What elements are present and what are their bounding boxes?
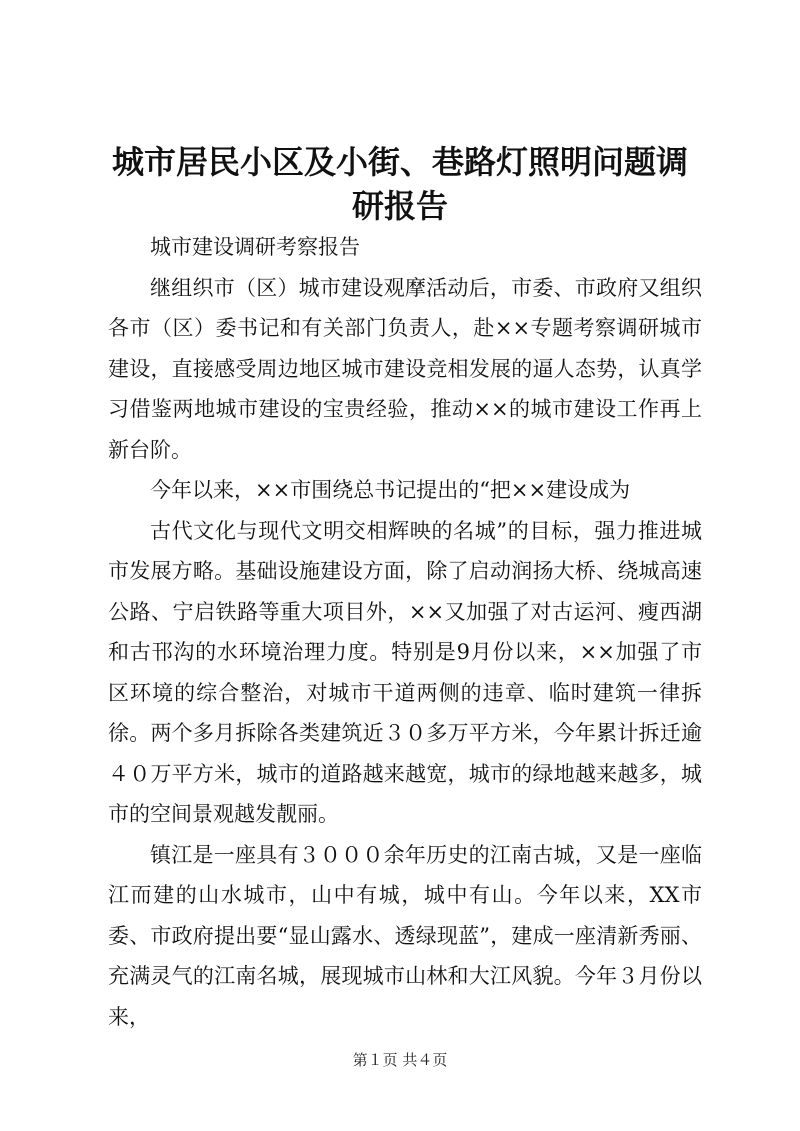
paragraph-city-development: 古代文化与现代文明交相辉映的名城”的目标，强力推进城市发展方略。基础设施建设方面，除了启动润扬大桥、绕城高速公路、宁启铁路等重大项目外，××又加强了对古运河、瘦西湖和古邗沟的水环境治理力度。特别是9月份以来，××加强了市区环境的综合整治，对城市干道两侧的违章、临时建筑一律拆徐。两个多月拆除各类建筑近３０多万平方米，今年累计拆迁逾４０万平方米，城市的道路越来越宽，城市的绿地越来越多，城市的空间景观越发靓丽。 (108, 518, 702, 826)
page-number: 第１页 共４页 (352, 1051, 448, 1069)
paragraph-city-slogan-start: 今年以来，××市围绕总书记提出的“把××建设成为 (150, 478, 631, 502)
paragraph-zhenjiang: 镇江是一座具有３０００余年历史的江南古城，又是一座临江而建的山水城市，山中有城，城中有山。今年以来，XX市委、市政府提出要“显山露水、透绿现蓝”，建成一座清新秀丽、充满灵气的江南名城，展现城市山林和大江风貌。今年３月份以来， (108, 842, 702, 1029)
document-title: 城市居民小区及小街、巷路灯照明问题调研报告 (111, 143, 688, 225)
document-body (108, 227, 702, 1037)
paragraph-intro: 继组织市（区）城市建设观摩活动后，市委、市政府又组织各市（区）委书记和有关部门负责人，赴××专题考察调研城市建设，直接感受周边地区城市建设竞相发展的逼人态势，认真学习借鉴两地城市建设的宝贵经验，推动××的城市建设工作再上新台阶。 (108, 275, 702, 462)
paragraph-subtitle: 城市建设调研考察报告 (150, 235, 360, 259)
